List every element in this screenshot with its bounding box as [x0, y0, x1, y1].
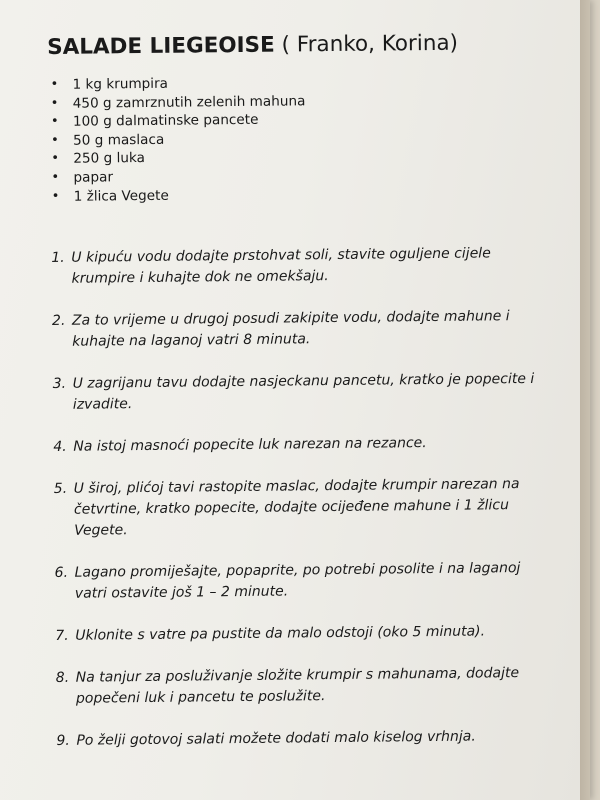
- step-text: Lagano promiješajte, popaprite, po potrebi posolite i na laganoj vatri ostavite još 1 – 2 minute.: [74, 560, 521, 602]
- bullet-icon: •: [50, 114, 59, 130]
- step-text: Po želji gotovoj salati možete dodati malo kiselog vrhnja.: [76, 728, 476, 749]
- step-number: 5.: [53, 480, 68, 498]
- ingredient-text: 250 g luka: [73, 150, 145, 168]
- ingredient-text: 1 kg krumpira: [72, 75, 169, 93]
- step-text: Na tanjur za posluživanje složite krumpir s mahunama, dodajte popečeni luk i pancetu te poslužite.: [75, 665, 520, 707]
- step-number: 1.: [51, 249, 65, 267]
- instruction-step: [54, 663, 542, 710]
- instruction-list: [49, 243, 574, 752]
- table-edge: [580, 0, 590, 800]
- step-number: 8.: [55, 669, 70, 687]
- instruction-step: [54, 726, 542, 752]
- step-number: 2.: [51, 312, 66, 330]
- step-text: Za to vrijeme u drugoj posudi zakipite vodu, dodajte mahune i kuhajte na laganoj vatri 8 minuta.: [71, 308, 510, 350]
- recipe-title: [47, 29, 567, 62]
- step-number: 9.: [56, 732, 70, 750]
- step-number: 4.: [53, 438, 67, 456]
- instruction-step: [50, 306, 538, 353]
- bullet-icon: •: [50, 76, 59, 92]
- instruction-step: [49, 243, 537, 290]
- step-text: Uklonite s vatre pa pustite da malo odstoji (oko 5 minuta).: [75, 623, 486, 644]
- ingredient-text: 1 žlica Vegete: [73, 187, 169, 205]
- ingredient-text: 100 g dalmatinske pancete: [72, 111, 259, 130]
- recipe-name: SALADE LIEGEOISE: [47, 32, 275, 60]
- instruction-step: [53, 558, 541, 605]
- bullet-icon: •: [50, 95, 59, 111]
- step-text: U zagrijanu tavu dodajte nasjeckanu pancetu, kratko je popecite i izvadite.: [72, 371, 535, 413]
- ingredient-text: 450 g zamrznutih zelenih mahuna: [72, 92, 306, 112]
- ingredient-text: papar: [73, 169, 114, 186]
- step-text: Na istoj masnoći popecite luk narezan na rezance.: [73, 435, 427, 455]
- bullet-icon: •: [51, 132, 59, 148]
- recipe-authors: ( Franko, Korina): [274, 30, 459, 58]
- step-number: 7.: [55, 627, 69, 645]
- instruction-step: [52, 474, 541, 542]
- recipe-document: [47, 29, 574, 753]
- ingredient-list: [47, 71, 568, 207]
- step-text: U široj, plićoj tavi rastopite maslac, dodajte krumpir narezan na četvrtine, kratko popecite, dodajte ocijeđene mahune i 1 žlicu Vegete.: [73, 476, 520, 539]
- bullet-icon: •: [51, 151, 60, 167]
- step-text: U kipuću vodu dodajte prstohvat soli, stavite oguljene cijele krumpire i kuhajte dok ne omekšaju.: [71, 245, 491, 287]
- step-number: 3.: [52, 375, 67, 393]
- instruction-step: [53, 621, 541, 647]
- bullet-icon: •: [51, 188, 60, 204]
- step-number: 6.: [54, 564, 69, 582]
- instruction-step: [51, 369, 539, 416]
- bullet-icon: •: [51, 169, 60, 185]
- instruction-step: [51, 432, 539, 458]
- ingredient-text: 50 g maslaca: [73, 131, 165, 149]
